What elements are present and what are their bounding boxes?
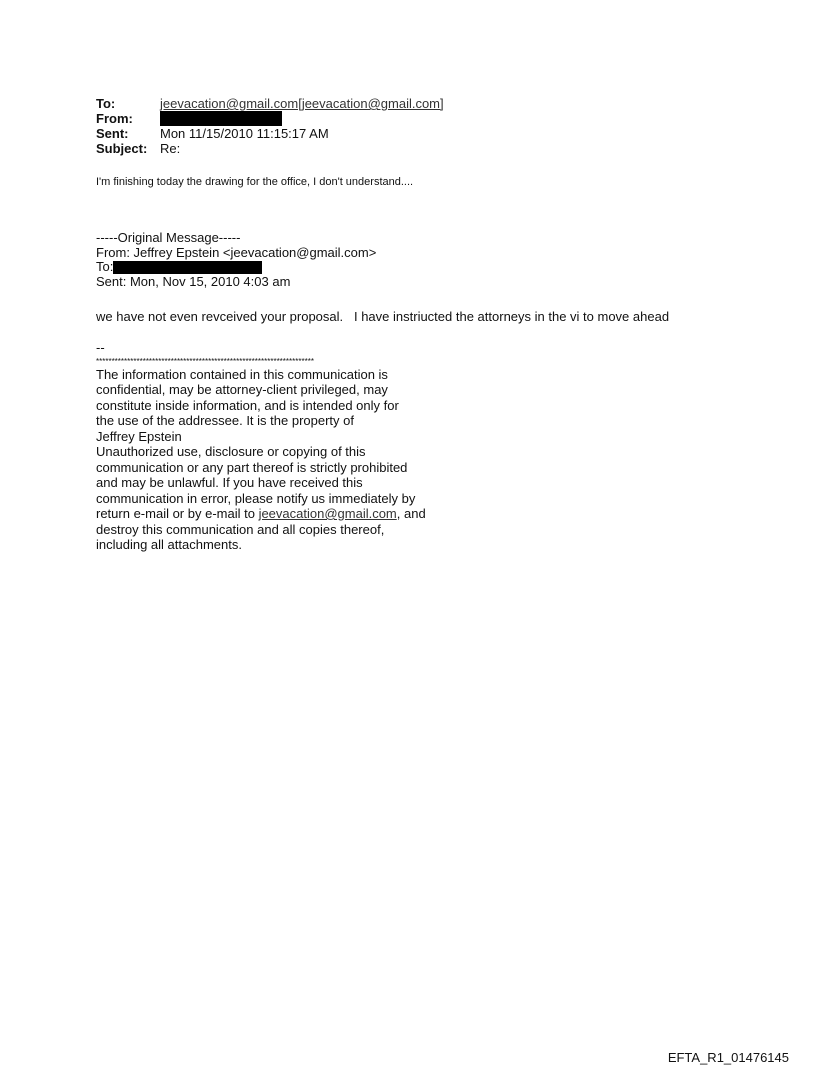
signature-block	[96, 340, 426, 553]
sent-label: Sent:	[96, 126, 129, 141]
redaction-bar	[113, 261, 262, 274]
email-header	[96, 96, 444, 156]
subject-row	[96, 141, 444, 156]
disclaimer-line: communication or any part thereof is strictly prohibited	[96, 459, 408, 475]
disclaimer-line: the use of the addressee. It is the property of	[96, 413, 354, 428]
original-to-label: To:	[96, 259, 114, 274]
disclaimer-line: constitute inside information, and is intended only for	[96, 397, 399, 413]
sent-value: Mon 11/15/2010 11:15:17 AM	[160, 126, 329, 141]
to-label: To:	[96, 96, 116, 111]
original-to-row	[96, 260, 376, 275]
disclaimer-lines	[96, 367, 426, 507]
signature-dashes: --	[96, 340, 105, 355]
disclaimer-line: and may be unlawful. If you have received this	[96, 475, 363, 490]
redaction-bar	[160, 111, 282, 126]
to-row	[96, 96, 444, 111]
original-separator: -----Original Message-----	[96, 230, 241, 245]
disclaimer-line: communication in error, please notify us immediately by	[96, 490, 416, 506]
original-message-header	[96, 231, 376, 289]
disclaimer-line: destroy this communication and all copies thereof,	[96, 521, 385, 537]
document-id: EFTA_R1_01476145	[667, 1050, 789, 1065]
original-body: we have not even revceived your proposal. I have instriucted the attorneys in the vi to move ahead	[96, 309, 670, 324]
return-prefix: return e-mail or by e-mail to	[96, 506, 259, 521]
from-label: From:	[96, 111, 133, 126]
disclaimer-line: including all attachments.	[96, 537, 242, 552]
disclaimer-line: confidential, may be attorney-client privileged, may	[96, 382, 388, 397]
email-link[interactable]: jeevacation@gmail.com	[258, 506, 397, 521]
from-row	[96, 111, 444, 126]
original-sent: Sent: Mon, Nov 15, 2010 4:03 am	[96, 273, 291, 289]
sent-row	[96, 126, 444, 141]
to-address-link[interactable]: jeevacation@gmail.com[jeevacation@gmail.com]	[160, 96, 444, 111]
disclaimer-line: Unauthorized use, disclosure or copying of this	[96, 444, 366, 459]
original-from: From: Jeffrey Epstein <jeevacation@gmail.com>	[96, 244, 377, 260]
disclaimer-tail-lines	[96, 522, 426, 553]
reply-text: I'm finishing today the drawing for the office, I don't understand....	[96, 176, 414, 188]
signature-stars: **********************************************************************	[96, 356, 314, 366]
disclaimer-return-line	[96, 506, 426, 522]
subject-label: Subject:	[96, 141, 148, 156]
disclaimer-line: The information contained in this communication is	[96, 366, 388, 382]
disclaimer-line: Jeffrey Epstein	[96, 428, 182, 444]
subject-value: Re:	[160, 141, 181, 156]
return-suffix: , and	[396, 506, 426, 521]
